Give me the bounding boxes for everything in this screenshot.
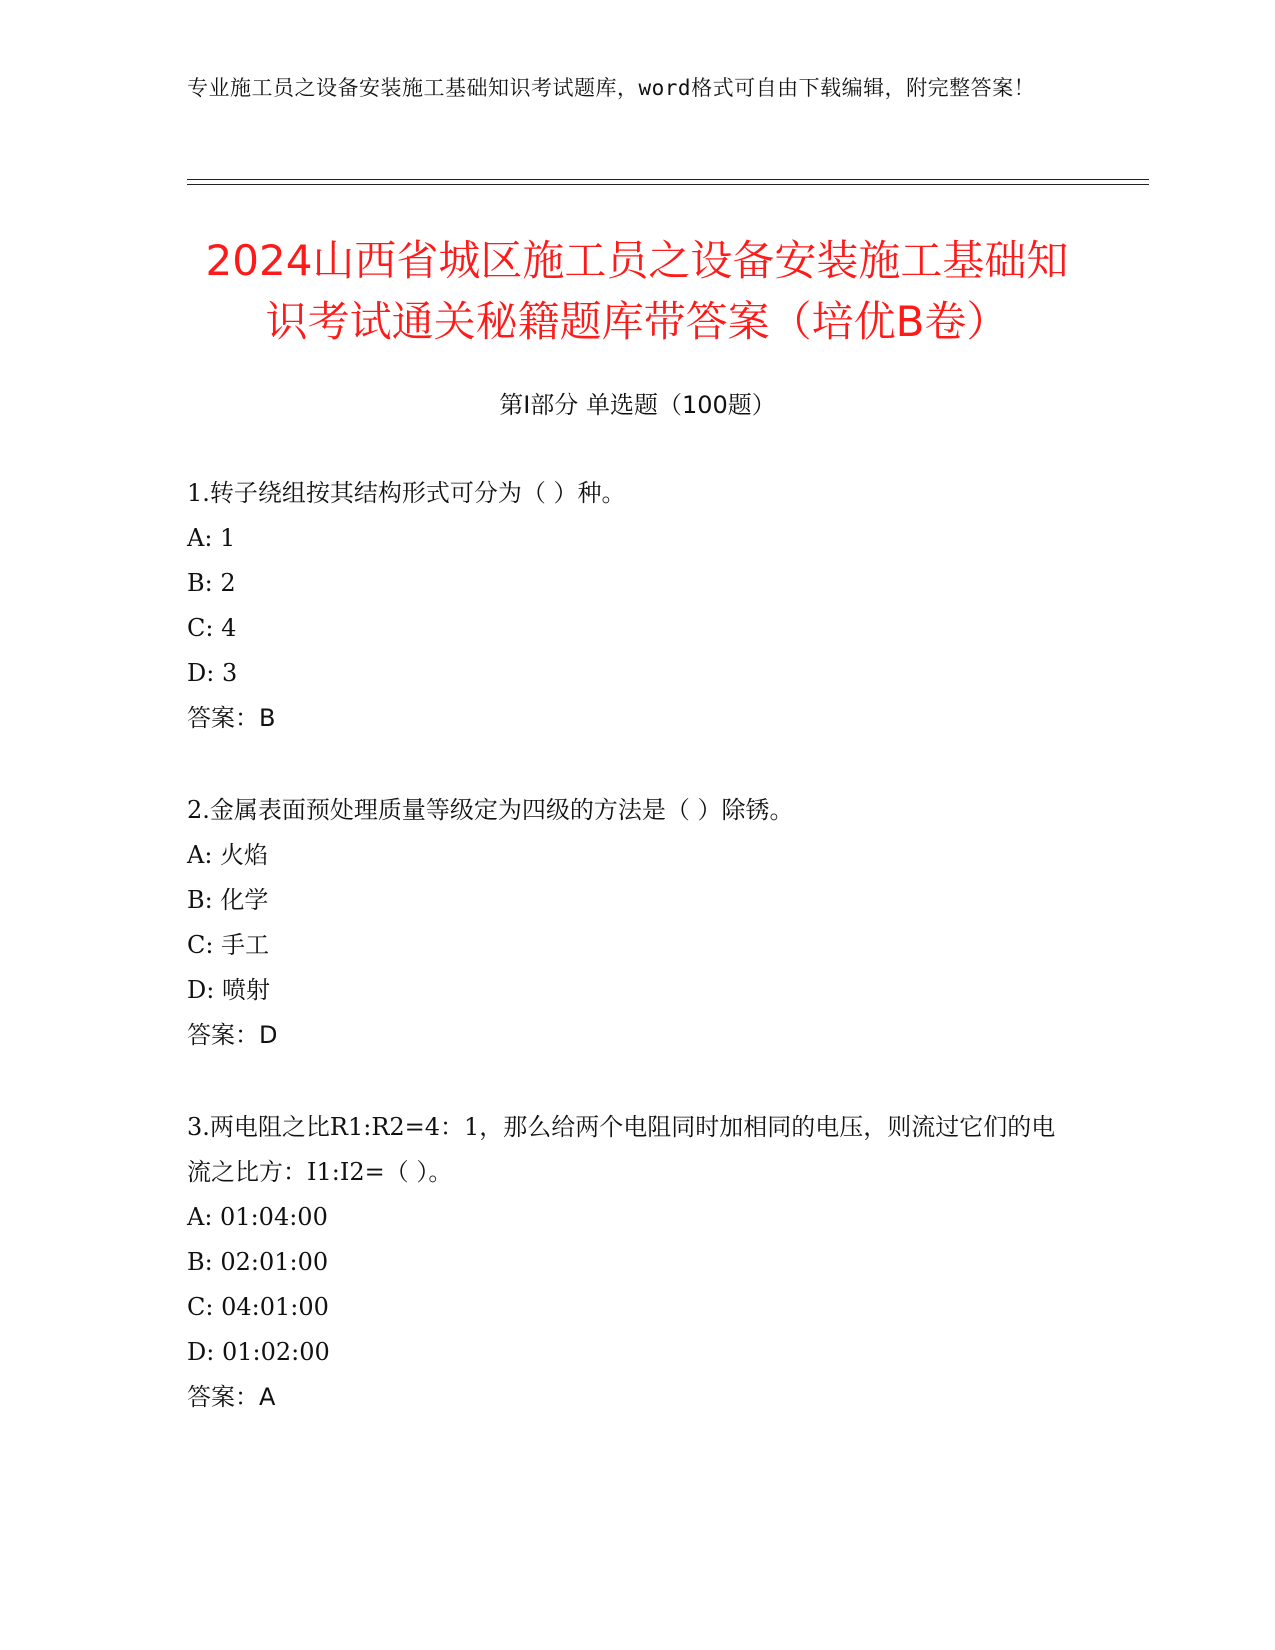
answer: 答案：A	[187, 1383, 276, 1411]
header-divider-top	[187, 179, 1149, 180]
header-divider-bottom	[187, 184, 1149, 185]
question-1	[187, 471, 1067, 741]
question-2	[187, 788, 1067, 1058]
header-note: 专业施工员之设备安装施工基础知识考试题库，word格式可自由下载编辑，附完整答案！	[187, 76, 1036, 100]
option-a: A: 火焰	[187, 841, 269, 869]
question-stem: 1.转子绕组按其结构形式可分为（ ）种。	[187, 479, 626, 507]
option-c: C: 4	[187, 614, 237, 642]
question-stem: 3.两电阻之比R1:R2=4：1，那么给两个电阻同时加相同的电压，则流过它们的电流之比方：I1:I2=（ ）。	[187, 1113, 1056, 1186]
option-c: C: 手工	[187, 931, 270, 959]
option-b: B: 化学	[187, 886, 269, 914]
question-stem: 2.金属表面预处理质量等级定为四级的方法是（ ）除锈。	[187, 796, 794, 824]
document-title: 2024山西省城区施工员之设备安装施工基础知识考试通关秘籍题库带答案（培优B卷）	[205, 236, 1069, 346]
answer: 答案：B	[187, 704, 276, 732]
option-b: B: 2	[187, 569, 236, 597]
option-d: D: 3	[187, 659, 238, 687]
option-a: A: 1	[187, 524, 236, 552]
option-d: D: 01:02:00	[187, 1338, 330, 1366]
option-b: B: 02:01:00	[187, 1248, 329, 1276]
option-a: A: 01:04:00	[187, 1203, 328, 1231]
option-d: D: 喷射	[187, 976, 270, 1004]
question-3	[187, 1105, 1067, 1420]
section-heading: 第Ⅰ部分 单选题（100题）	[499, 391, 776, 419]
option-c: C: 04:01:00	[187, 1293, 329, 1321]
answer: 答案：D	[187, 1021, 278, 1049]
